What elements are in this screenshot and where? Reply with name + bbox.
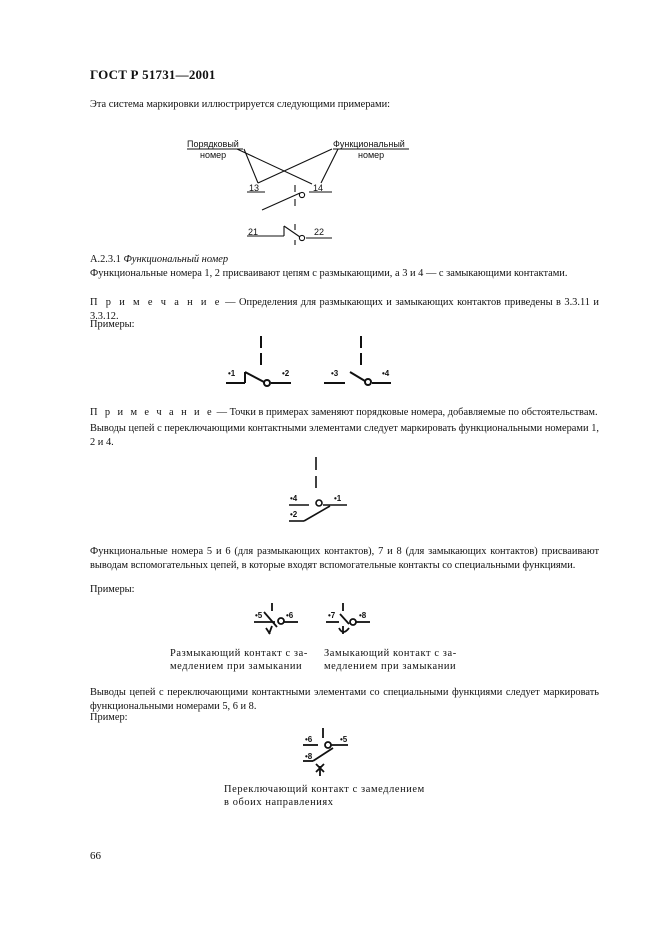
label-ordinal: Порядковый (187, 139, 239, 149)
terminal-22: 22 (314, 227, 325, 237)
examples-label: Примеры: (90, 319, 135, 330)
note-label: П р и м е ч а н и е (90, 297, 222, 308)
paragraph-auxiliary: Функциональные номера 5 и 6 (для размыкающих контактов), 7 и 8 (для замыкающих контактов) присваивают выводам вспомогательных цепей, в которые входят вспомогательные контакты со специальными функциями. (90, 546, 599, 572)
term-6b: •6 (305, 735, 313, 744)
caption-no-1: Замыкающий контакт с за- (324, 648, 457, 659)
caption-no-2: медлением при замыкании (324, 661, 457, 672)
label-functional-2: номер (358, 150, 385, 160)
term-1b: •1 (334, 494, 342, 503)
terminal-21: 21 (248, 227, 259, 237)
section-number: А.2.3.1 (90, 254, 121, 265)
label-ordinal-2: номер (200, 150, 227, 160)
note2-label: П р и м е ч а н и е (90, 407, 214, 418)
page-number: 66 (90, 850, 101, 862)
label-functional: Функциональный (333, 139, 405, 149)
term-5: •5 (255, 611, 263, 620)
term-7: •7 (328, 611, 336, 620)
term-5b: •5 (340, 735, 348, 744)
term-8b: •8 (305, 752, 313, 761)
term-4: •4 (382, 369, 390, 378)
caption-nc-1: Размыкающий контакт с за- (170, 648, 308, 659)
note-text: — Определения для размыкающих и замыкающих контактов приведены в 3.3.11 и 3.3.12. (90, 297, 599, 323)
terminal-13: 13 (249, 183, 260, 193)
examples2-label: Примеры: (90, 584, 135, 595)
paragraph-functional-numbers: Функциональные номера 1, 2 присваивают цепям с размыкающими, а 3 и 4 — с замыкающими контактами. (90, 268, 568, 279)
term-2b: •2 (290, 510, 298, 519)
section-title: Функциональный номер (123, 254, 229, 265)
example3-label: Пример: (90, 712, 128, 723)
terminal-14: 14 (313, 183, 324, 193)
intro-text: Эта система маркировки иллюстрируется следующими примерами: (90, 99, 391, 110)
caption-changeover-1: Переключающий контакт с замедлением (224, 784, 425, 795)
term-4b: •4 (290, 494, 298, 503)
paragraph-special-changeover: Выводы цепей с переключающими контактными элементами со специальными функциями следует маркировать функциональными номерами 5, 6 и 8. (90, 687, 599, 713)
paragraph-changeover: Выводы цепей с переключающими контактными элементами следует маркировать функциональными номерами 1, 2 и 4. (90, 423, 599, 449)
term-6: •6 (286, 611, 294, 620)
note2-text: — Точки в примерах заменяют порядковые номера, добавляемые по обстоятельствам. (214, 407, 598, 418)
term-8: •8 (359, 611, 367, 620)
term-1: •1 (228, 369, 236, 378)
caption-changeover-2: в обоих направлениях (224, 797, 334, 808)
document-header: ГОСТ Р 51731—2001 (90, 67, 216, 82)
caption-nc-2: медлением при замыкании (170, 661, 303, 672)
term-3: •3 (331, 369, 339, 378)
term-2: •2 (282, 369, 290, 378)
